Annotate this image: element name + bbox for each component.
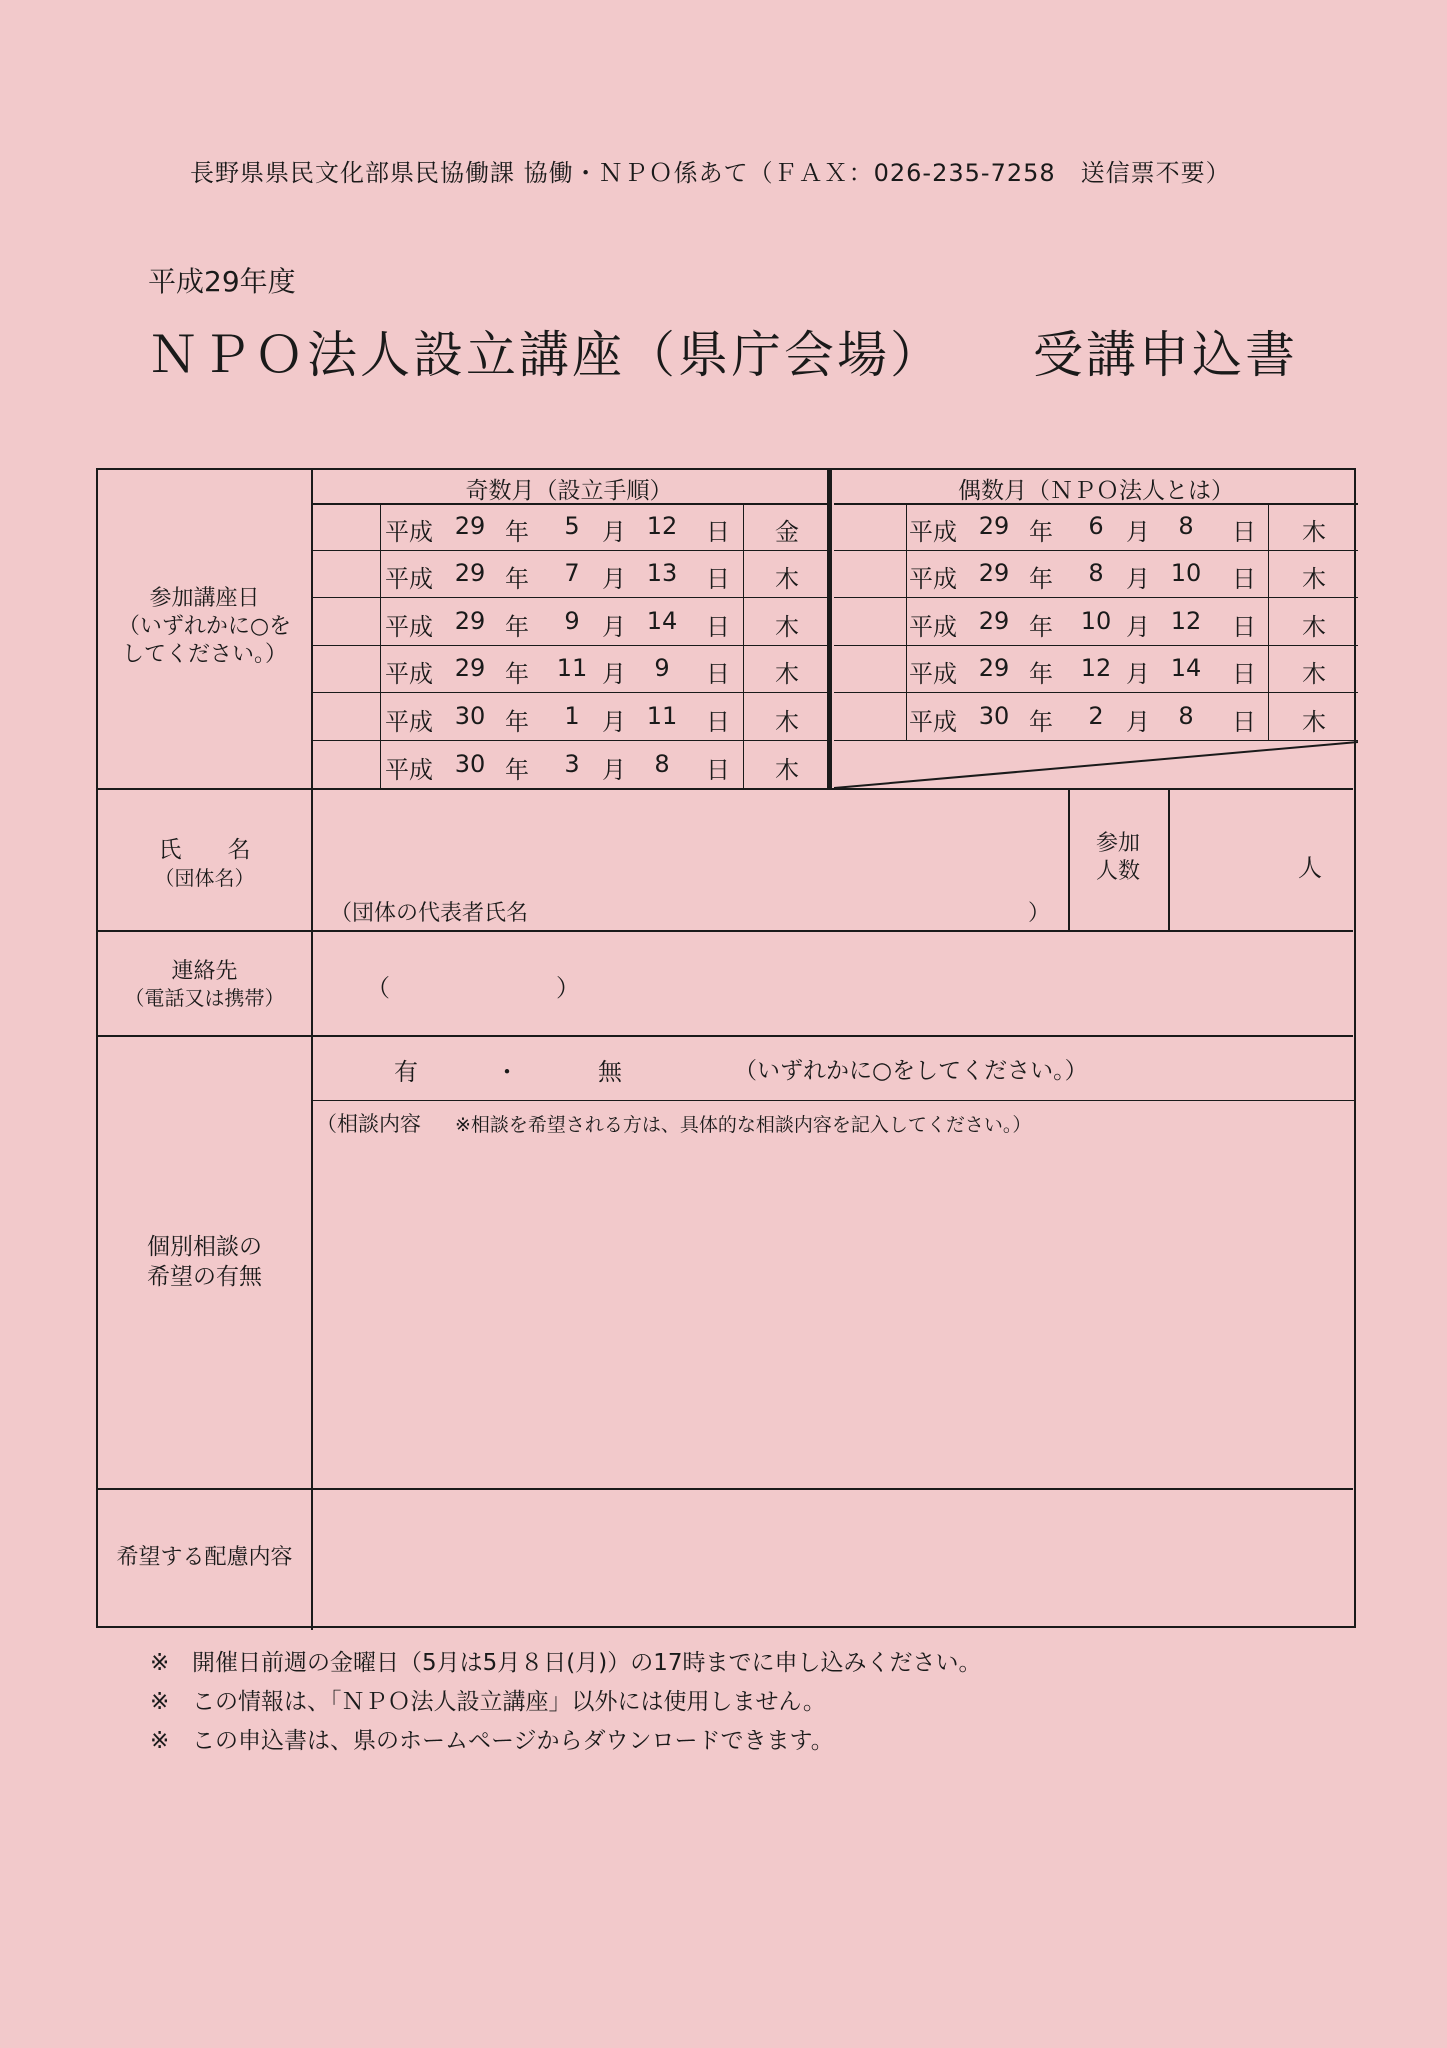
day: 14 xyxy=(1170,654,1202,682)
year-unit: 年 xyxy=(1029,708,1053,736)
year-unit: 年 xyxy=(505,708,529,736)
title-sub: 受講申込書 xyxy=(1033,326,1298,384)
month-unit: 月 xyxy=(1126,518,1150,546)
day-unit: 日 xyxy=(1232,660,1256,688)
weekday: 木 xyxy=(775,613,799,641)
weekday: 木 xyxy=(1302,660,1326,688)
month: 7 xyxy=(564,559,580,587)
day-unit: 日 xyxy=(706,756,730,784)
weekday: 木 xyxy=(1302,708,1326,736)
day: 11 xyxy=(646,702,678,730)
note-item xyxy=(150,1644,981,1683)
application-form xyxy=(96,468,1356,1628)
fiscal-year: 平成29年度 xyxy=(148,265,296,298)
fax-address: 長野県県民文化部県民協働課 協働・ＮＰＯ係あて（ＦＡＸ：026-235-7258 送信票不要） xyxy=(190,159,1231,187)
month-unit: 月 xyxy=(1126,660,1150,688)
year-unit: 年 xyxy=(505,565,529,593)
consult-separator: ・ xyxy=(495,1058,519,1086)
consult-instruction: （いずれかに○をしてください。） xyxy=(734,1058,1088,1084)
year: 29 xyxy=(978,559,1010,587)
month-unit: 月 xyxy=(602,708,626,736)
day-unit: 日 xyxy=(706,613,730,641)
contact-label-line1: 連絡先 xyxy=(171,959,238,984)
even-row-5[interactable] xyxy=(906,692,1326,740)
month: 3 xyxy=(564,750,580,778)
participant-count-input[interactable] xyxy=(1171,790,1355,928)
day-unit: 日 xyxy=(1232,708,1256,736)
month: 8 xyxy=(1088,559,1104,587)
era: 平成 xyxy=(385,518,433,546)
consult-detail-label: （相談内容 xyxy=(316,1112,421,1136)
weekday: 木 xyxy=(775,660,799,688)
weekday: 木 xyxy=(1302,613,1326,641)
consideration-label: 希望する配慮内容 xyxy=(116,1545,293,1570)
era: 平成 xyxy=(909,518,957,546)
year: 30 xyxy=(978,702,1010,730)
year: 30 xyxy=(454,750,486,778)
month-unit: 月 xyxy=(1126,565,1150,593)
year: 30 xyxy=(454,702,486,730)
odd-row-4[interactable] xyxy=(380,645,799,692)
month: 9 xyxy=(564,607,580,635)
empty-slot-diagonal xyxy=(834,740,1358,788)
note-mark: ※ xyxy=(150,1650,170,1676)
era: 平成 xyxy=(909,708,957,736)
era: 平成 xyxy=(385,708,433,736)
count-label-line2: 人数 xyxy=(1095,859,1140,884)
day-unit: 日 xyxy=(706,518,730,546)
note-mark: ※ xyxy=(150,1689,170,1715)
representative-close-paren: ） xyxy=(1028,901,1051,926)
consult-yes-option[interactable]: 有 xyxy=(394,1058,418,1086)
schedule-label: 参加講座日 （いずれかに○を してください。） xyxy=(117,586,292,667)
contact-close-paren: ） xyxy=(556,974,580,1002)
era: 平成 xyxy=(909,565,957,593)
year-unit: 年 xyxy=(505,660,529,688)
day-unit: 日 xyxy=(1232,613,1256,641)
day-unit: 日 xyxy=(706,708,730,736)
era: 平成 xyxy=(385,565,433,593)
day-unit: 日 xyxy=(706,660,730,688)
day: 10 xyxy=(1170,559,1202,587)
month: 2 xyxy=(1088,702,1104,730)
day: 14 xyxy=(646,607,678,635)
era: 平成 xyxy=(909,660,957,688)
year-unit: 年 xyxy=(1029,660,1053,688)
day-unit: 日 xyxy=(706,565,730,593)
day: 8 xyxy=(1178,702,1194,730)
note-item xyxy=(150,1683,981,1722)
note-text: この情報は、「ＮＰＯ法人設立講座」以外には使用しません。 xyxy=(192,1689,826,1715)
contact-open-paren: （ xyxy=(366,974,390,1002)
day-unit: 日 xyxy=(1232,518,1256,546)
day: 12 xyxy=(646,512,678,540)
month: 1 xyxy=(564,702,580,730)
month-unit: 月 xyxy=(1126,708,1150,736)
day: 9 xyxy=(654,654,670,682)
odd-row-2[interactable] xyxy=(380,550,799,597)
note-item xyxy=(150,1722,981,1761)
day: 8 xyxy=(1178,512,1194,540)
year-unit: 年 xyxy=(505,756,529,784)
note-text: この申込書は、県のホームページからダウンロードできます。 xyxy=(192,1728,834,1754)
month: 11 xyxy=(556,654,588,682)
contact-label-line2: （電話又は携帯） xyxy=(124,986,285,1010)
era: 平成 xyxy=(385,613,433,641)
page-title xyxy=(148,315,1298,387)
month-unit: 月 xyxy=(1126,613,1150,641)
title-main: ＮＰＯ法人設立講座（県庁会場） xyxy=(148,326,943,384)
consult-label-line1: 個別相談の xyxy=(147,1234,262,1260)
year: 29 xyxy=(978,512,1010,540)
month-unit: 月 xyxy=(602,613,626,641)
consideration-textarea[interactable] xyxy=(314,1490,1354,1626)
month-unit: 月 xyxy=(602,756,626,784)
month: 12 xyxy=(1080,654,1112,682)
weekday: 金 xyxy=(775,518,799,546)
month-unit: 月 xyxy=(602,660,626,688)
even-row-2[interactable] xyxy=(906,550,1326,597)
month-unit: 月 xyxy=(602,518,626,546)
weekday: 木 xyxy=(775,708,799,736)
year: 29 xyxy=(454,654,486,682)
month: 5 xyxy=(564,512,580,540)
year-unit: 年 xyxy=(505,518,529,546)
day: 12 xyxy=(1170,607,1202,635)
month: 10 xyxy=(1080,607,1112,635)
consult-detail-textarea[interactable] xyxy=(314,1140,1354,1486)
even-row-1[interactable] xyxy=(906,503,1326,550)
year: 29 xyxy=(454,512,486,540)
odd-month-header: 奇数月（設立手順） xyxy=(465,478,673,504)
year: 29 xyxy=(978,654,1010,682)
count-label-line1: 参加 xyxy=(1095,831,1140,856)
month: 6 xyxy=(1088,512,1104,540)
odd-row-1[interactable] xyxy=(380,503,799,550)
day: 13 xyxy=(646,559,678,587)
era: 平成 xyxy=(909,613,957,641)
weekday: 木 xyxy=(775,565,799,593)
even-row-3[interactable] xyxy=(906,597,1326,645)
year-unit: 年 xyxy=(505,613,529,641)
odd-row-3[interactable] xyxy=(380,597,799,645)
count-unit: 人 xyxy=(1298,854,1322,882)
era: 平成 xyxy=(385,756,433,784)
year-unit: 年 xyxy=(1029,518,1053,546)
name-label-line2: （団体名） xyxy=(154,866,255,890)
weekday: 木 xyxy=(1302,518,1326,546)
odd-row-5[interactable] xyxy=(380,692,799,740)
representative-label: （団体の代表者氏名 xyxy=(330,901,529,926)
consult-label-line2: 希望の有無 xyxy=(147,1264,262,1290)
contact-input[interactable] xyxy=(314,932,1354,1033)
month-unit: 月 xyxy=(602,565,626,593)
day-unit: 日 xyxy=(1232,565,1256,593)
consult-no-option[interactable]: 無 xyxy=(598,1058,622,1086)
note-mark: ※ xyxy=(150,1728,170,1754)
year-unit: 年 xyxy=(1029,613,1053,641)
name-label-line1: 氏 名 xyxy=(158,837,251,863)
year: 29 xyxy=(454,607,486,635)
even-month-header: 偶数月（ＮＰＯ法人とは） xyxy=(958,478,1234,504)
era: 平成 xyxy=(385,660,433,688)
even-row-4[interactable] xyxy=(906,645,1326,692)
consult-detail-note: ※相談を希望される方は、具体的な相談内容を記入してください。） xyxy=(455,1114,1032,1136)
note-text: 開催日前週の金曜日（5月は5月８日(月)）の17時までに申し込みください。 xyxy=(192,1650,982,1676)
year: 29 xyxy=(454,559,486,587)
weekday: 木 xyxy=(775,756,799,784)
odd-row-6[interactable] xyxy=(380,740,799,788)
notes-list xyxy=(150,1644,981,1761)
year: 29 xyxy=(978,607,1010,635)
year-unit: 年 xyxy=(1029,565,1053,593)
weekday: 木 xyxy=(1302,565,1326,593)
day: 8 xyxy=(654,750,670,778)
